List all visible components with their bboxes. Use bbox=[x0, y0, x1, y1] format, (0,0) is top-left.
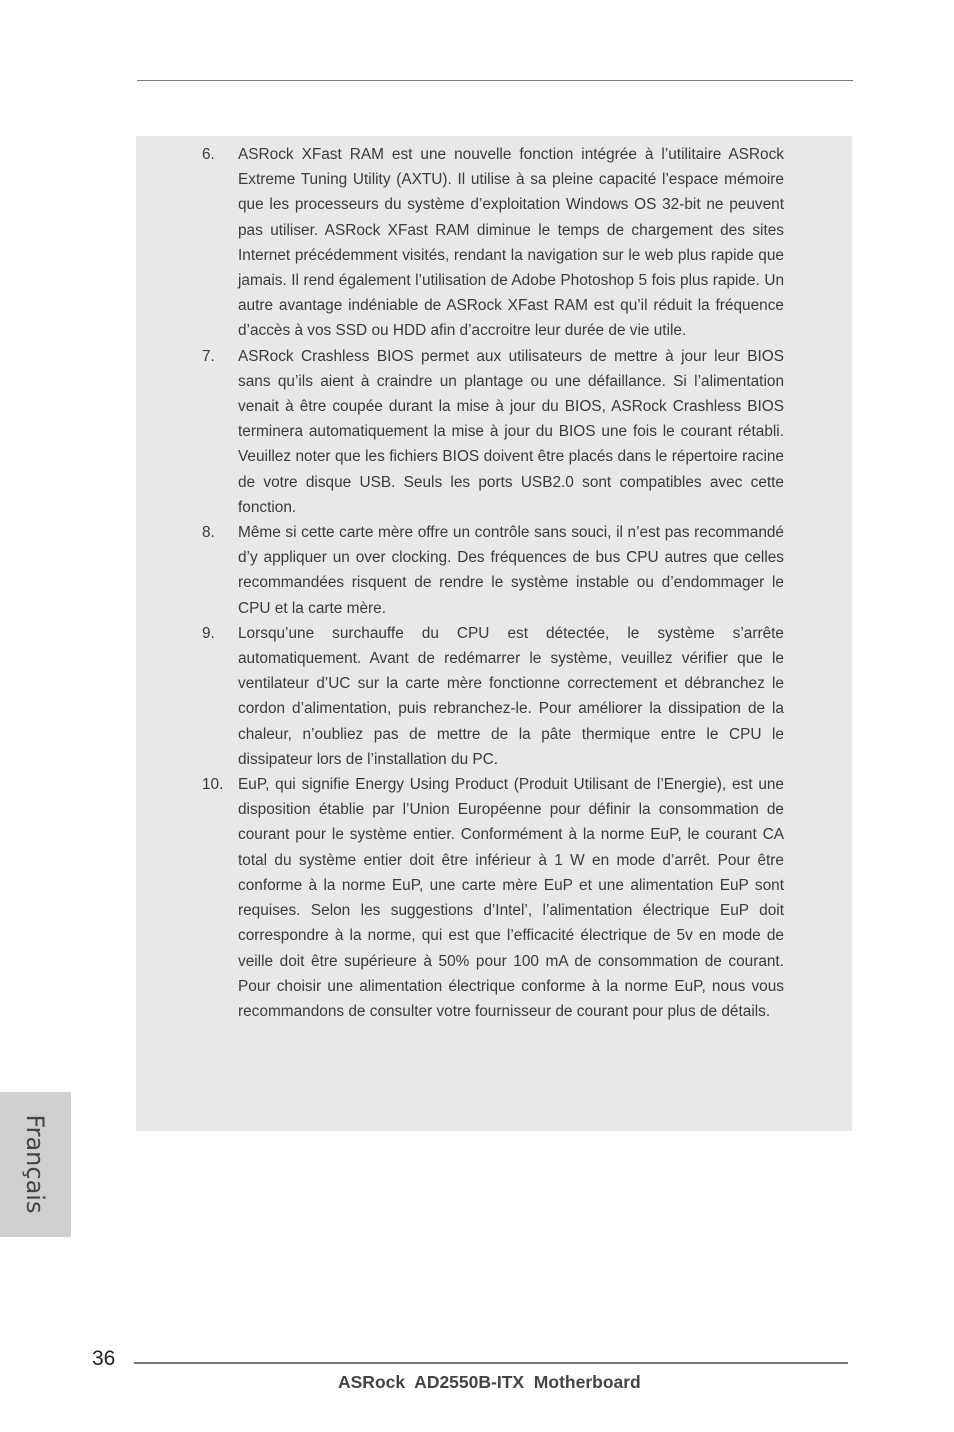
item-number: 7. bbox=[202, 347, 215, 365]
item-text: Lorsqu’une surchauffe du CPU est détectée, le système s’arrête automatiquement. Avant de redémarrer le système, veuillez vérifier que le ventilateur d’UC sur la carte mère fonctionne correctement et débranchez le cordon d’alimentation, puis rebranchez-le. Pour améliorer la dissipation de la chaleur, n’oubliez pas de mettre de la pâte thermique entre le CPU le dissipateur lors de l’installation du PC. bbox=[238, 624, 784, 768]
list-item bbox=[202, 520, 784, 621]
item-text: EuP, qui signifie Energy Using Product (Produit Utilisant de l’Energie), est une disposition établie par l’Union Européenne pour définir la consommation de courant pour le système entier. Conformément à la norme EuP, le courant CA total du système entier doit être inférieur à 1 W en mode d’arrêt. Pour être conforme à la norme EuP, une carte mère EuP et une alimentation EuP sont requises. Selon les suggestions d’Intel’, l’alimentation électrique EuP doit correspondre à la norme, qui est que l’efficacité électrique de 5v en mode de veille doit être supérieure à 50% pour 100 mA de consommation de courant. Pour choisir une alimentation électrique conforme à la norme EuP, nous vous recommandons de consulter votre fournisseur de courant pour plus de détails. bbox=[238, 776, 784, 1020]
item-text: ASRock XFast RAM est une nouvelle fonction intégrée à l’utilitaire ASRock Extreme Tuning Utility (AXTU). Il utilise à sa pleine capacité l’espace mémoire que les processeurs du système d’exploitation Windows OS 32-bit ne peuvent pas utiliser. ASRock XFast RAM diminue le temps de chargement des sites Internet précédemment visités, rendant la navigation sur le web plus rapide que jamais. Il rend également l’utilisation de Adobe Photoshop 5 fois plus rapide. Un autre avantage indéniable de ASRock XFast RAM est qu’il réduit la fréquence d’accès à vos SSD ou HDD afin d’accroitre leur durée de vie utile. bbox=[238, 146, 784, 340]
list-item bbox=[202, 772, 784, 1024]
bottom-rule bbox=[134, 1362, 848, 1364]
list-item bbox=[202, 621, 784, 772]
item-number: 9. bbox=[202, 624, 215, 642]
list-item bbox=[202, 142, 784, 344]
top-rule bbox=[137, 80, 853, 81]
page-number: 36 bbox=[92, 1347, 116, 1370]
item-number: 10. bbox=[202, 776, 224, 794]
language-tab bbox=[0, 1092, 71, 1237]
item-text: Même si cette carte mère offre un contrôle sans souci, il n’est pas recommandé d’y appliquer un over clocking. Des fréquences de bus CPU autres que celles recommandées risquent de rendre le système instable ou d’endommager le CPU et la carte mère. bbox=[238, 524, 784, 617]
language-tab-label: Français bbox=[21, 1114, 49, 1214]
list-item bbox=[202, 344, 784, 520]
item-number: 6. bbox=[202, 146, 215, 163]
item-text: ASRock Crashless BIOS permet aux utilisateurs de mettre à jour leur BIOS sans qu’ils aient à craindre un plantage ou une défaillance. Si l’alimentation venait à être coupée durant la mise à jour du BIOS, ASRock Crashless BIOS terminera automatiquement la mise à jour du BIOS une fois le courant rétabli. Veuillez noter que les fichiers BIOS doivent être placés dans le répertoire racine de votre disque USB. Seuls les ports USB2.0 sont compatibles avec cette fonction. bbox=[238, 347, 784, 516]
footer-title: ASRock AD2550B-ITX Motherboard bbox=[338, 1372, 641, 1392]
notes-list bbox=[202, 142, 784, 1024]
item-number: 8. bbox=[202, 524, 215, 542]
